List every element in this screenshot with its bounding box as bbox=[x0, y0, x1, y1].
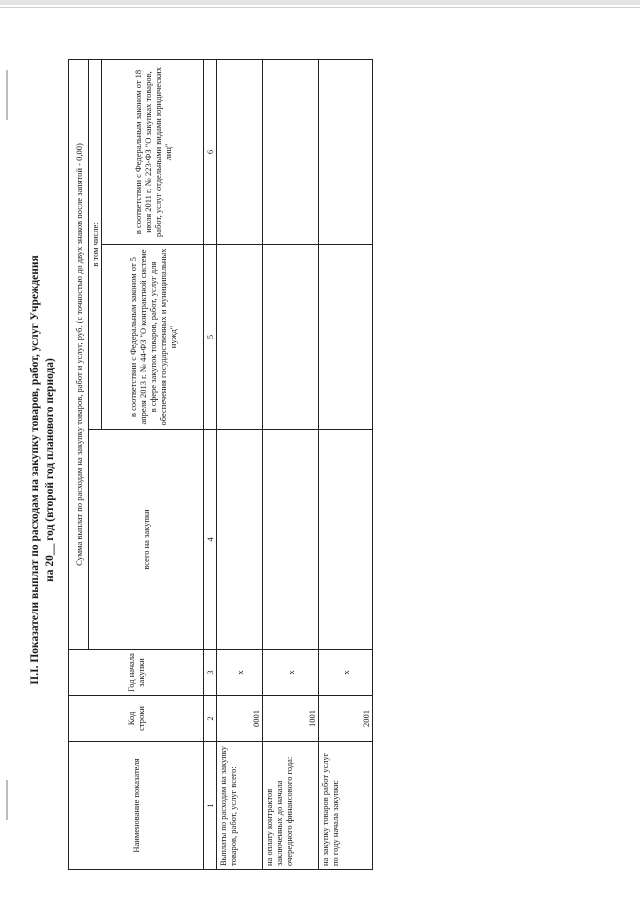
scan-edge-mark bbox=[6, 70, 8, 120]
row-year: x bbox=[217, 650, 263, 696]
row-name: на закупку товаров работ услуг по году начала закупки: bbox=[319, 742, 373, 870]
rotated-document-page bbox=[20, 50, 620, 890]
row-law44 bbox=[263, 245, 319, 430]
header-law-223fz: в соответствии с Федеральным законом от 18 июля 2011 г. № 223-ФЗ "О закупках товаров, работ, услуг отдельными видами юридических лиц" bbox=[102, 60, 204, 245]
column-index: 1 bbox=[204, 742, 217, 870]
column-index: 3 bbox=[204, 650, 217, 696]
row-name: Выплаты по расходам на закупку товаров, работ, услуг всего: bbox=[217, 742, 263, 870]
header-law-44fz: в соответствии с Федеральным законом от 5 апреля 2013 г. № 44-ФЗ "О контрактной системе в сфере закупок товаров, работ, услуг для обеспечения государственных и муниципальных нужд" bbox=[102, 245, 204, 430]
row-total bbox=[263, 430, 319, 650]
header-purchase-year: Год начала закупки bbox=[69, 650, 204, 696]
table-row bbox=[319, 60, 373, 870]
column-index: 2 bbox=[204, 696, 217, 742]
row-total bbox=[319, 430, 373, 650]
scan-top-shadow bbox=[0, 0, 640, 5]
row-total bbox=[217, 430, 263, 650]
row-law44 bbox=[319, 245, 373, 430]
header-indicator-name: Наименование показателя bbox=[69, 742, 204, 870]
row-code: 0001 bbox=[217, 696, 263, 742]
scan-top-line bbox=[0, 7, 640, 8]
scan-edge-mark bbox=[6, 780, 8, 820]
section-title: II.I. Показатели выплат по расходам на закупку товаров, работ, услуг Учреждения bbox=[29, 255, 41, 685]
header-total-purchases: всего на закупки bbox=[89, 430, 204, 650]
column-index-row bbox=[204, 60, 217, 870]
column-index: 6 bbox=[204, 60, 217, 245]
row-code: 2001 bbox=[319, 696, 373, 742]
table-row bbox=[263, 60, 319, 870]
header-including: в том числе: bbox=[89, 60, 102, 430]
row-code: 1001 bbox=[263, 696, 319, 742]
section-subtitle: на 20__ год (второй год планового периода) bbox=[44, 358, 56, 582]
column-index: 5 bbox=[204, 245, 217, 430]
row-name: на оплату контрактов заключенных до начала очередного финансового года: bbox=[263, 742, 319, 870]
row-year: x bbox=[263, 650, 319, 696]
row-law223 bbox=[217, 60, 263, 245]
purchase-payments-table bbox=[68, 59, 373, 870]
header-sum-group: Сумма выплат по расходам на закупку товаров, работ и услуг, руб. (с точностью до двух знаков после запятой - 0,00) bbox=[69, 60, 89, 650]
row-law44 bbox=[217, 245, 263, 430]
row-law223 bbox=[263, 60, 319, 245]
header-line-code: Код строки bbox=[69, 696, 204, 742]
row-law223 bbox=[319, 60, 373, 245]
row-year: x bbox=[319, 650, 373, 696]
table-row bbox=[217, 60, 263, 870]
column-index: 4 bbox=[204, 430, 217, 650]
